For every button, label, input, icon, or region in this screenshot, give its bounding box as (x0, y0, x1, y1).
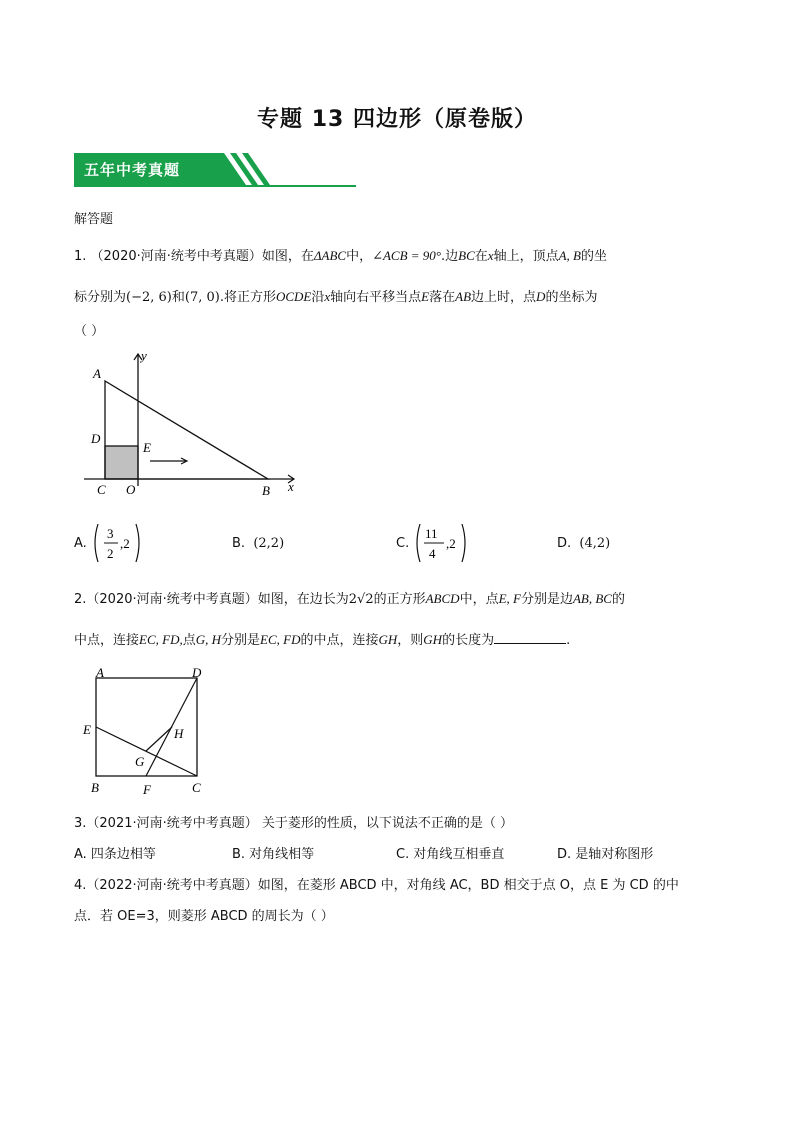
q1-math: (7, 0) (184, 290, 220, 305)
q2-figure (80, 662, 216, 796)
q1-math: ΔABC (313, 248, 347, 263)
q2-label-e: E (83, 722, 91, 737)
q1-option-a-math (90, 520, 144, 566)
q1-option-b (232, 536, 284, 551)
q1-text: 边上时，点 (471, 290, 537, 305)
q2-math: GH (378, 632, 398, 647)
q1-label-a: A (93, 366, 101, 381)
q1-option-a (74, 536, 87, 551)
q2-label-g: G (135, 754, 145, 769)
q1-line-1 (74, 245, 607, 264)
page-title: 专题 13 四边形（原卷版） (257, 107, 537, 132)
q2-math: E, F (498, 591, 521, 606)
q2-line-1 (74, 588, 625, 607)
q1-option-d (557, 536, 610, 551)
q2-text: 的中点，连接 (300, 633, 379, 648)
banner-stripes-icon (216, 153, 326, 187)
q4-line-2: 点．若 OE=3，则菱形 ABCD 的周长为（ ） (74, 909, 334, 924)
q2-math: GH (423, 632, 443, 647)
q1-math: D (536, 289, 546, 304)
section-banner (74, 153, 356, 187)
q2-math: ABCD (425, 591, 460, 606)
q1-label-y: y (141, 348, 147, 363)
q1-text: 轴上，顶点 (493, 249, 559, 264)
q1-label-x: x (288, 479, 294, 494)
option-label: B. (232, 536, 246, 551)
q2-math: G, H (195, 632, 222, 647)
q1-option-c-math (412, 520, 472, 566)
q1-text: 沿 (311, 290, 325, 305)
q2-text: . (566, 633, 571, 648)
q2-label-f: F (143, 782, 151, 796)
q1-text: 轴向右平移当点 (330, 290, 422, 305)
q3-stem: 3.（2021·河南·统考中考真题） 关于菱形的性质，以下说法不正确的是（ ） (74, 816, 514, 831)
q3-option-c: C. 对角线互相垂直 (396, 847, 505, 862)
q1-text: 落在 (429, 290, 456, 305)
q1-math: A, B (558, 248, 581, 263)
q2-text: 的长度为 (442, 633, 495, 648)
q2-math: EC, FD (260, 632, 301, 647)
q2-text: 分别是边 (520, 592, 573, 607)
q3-option-a: A. 四条边相等 (74, 847, 156, 862)
q2-label-b: B (91, 780, 99, 795)
paren-right-icon (462, 524, 465, 562)
q4-line-1: 4.（2022·河南·统考中考真题）如图，在菱形 ABCD 中，对角线 AC，BD 相交于点 O，点 E 为 CD 的中 (74, 878, 679, 893)
q1-option-c (396, 536, 409, 551)
q2-text: 分别是 (221, 633, 261, 648)
q2-text: ，则 (397, 633, 424, 648)
q1-text: 1. （2020·河南·统考中考真题）如图，在 (74, 249, 314, 264)
paren-left-icon (95, 524, 98, 562)
q1-line-2 (74, 286, 597, 305)
q1-text: 的坐标为 (545, 290, 598, 305)
q1-text: 的坐 (580, 249, 607, 264)
option-value: (2,2) (253, 536, 285, 551)
q2-text: 中，点 (459, 592, 499, 607)
q2-line-2 (74, 629, 570, 648)
option-tail: ,2 (446, 536, 456, 551)
q2-label-a: A (96, 665, 104, 680)
option-label: C. (396, 536, 410, 551)
paren-right-icon (136, 524, 139, 562)
q1-text: 和 (171, 290, 185, 305)
q1-label-o: O (126, 482, 136, 497)
q2-text: 点 (182, 633, 196, 648)
q2-segment-gh (146, 727, 172, 751)
q1-text: 中， (346, 249, 373, 264)
q1-label-b: B (262, 483, 270, 498)
q3-option-b: B. 对角线相等 (232, 847, 315, 862)
q1-math: BC (458, 248, 475, 263)
q1-text: 在 (474, 249, 488, 264)
q1-math: x (324, 289, 331, 304)
q2-text: 中点，连接 (74, 633, 140, 648)
banner-underline (74, 185, 356, 187)
q1-text: 标分别为 (74, 290, 127, 305)
q2-math: EC, FD, (139, 632, 183, 647)
banner-text: 五年中考真题 (84, 161, 181, 179)
option-label: A. (74, 536, 87, 551)
q2-math: AB, BC (572, 591, 612, 606)
option-value: (4,2) (579, 536, 611, 551)
fraction-den: 2 (107, 546, 114, 561)
option-tail: ,2 (120, 536, 130, 551)
q2-label-h: H (174, 726, 184, 741)
q2-text: 2.（2020·河南·统考中考真题）如图，在边长为 (74, 592, 349, 607)
option-label: D. (557, 536, 572, 551)
q2-label-d: D (192, 665, 202, 680)
fraction-num: 3 (107, 526, 114, 541)
q2-text: 的 (611, 592, 625, 607)
q1-math: AB (455, 289, 472, 304)
q2-label-c: C (192, 780, 201, 795)
q1-math: ∠ACB = 90° (372, 248, 442, 263)
q1-math: x (487, 248, 494, 263)
q1-math: OCDE (275, 289, 312, 304)
fraction-den: 4 (429, 546, 436, 561)
section-label: 解答题 (74, 212, 114, 227)
q1-text: .边 (441, 249, 459, 264)
q1-label-c: C (97, 482, 106, 497)
q1-label-d: D (91, 431, 101, 446)
answer-blank[interactable] (494, 631, 566, 644)
q1-square (105, 446, 138, 479)
q1-text: .将正方形 (219, 290, 276, 305)
paren-left-icon (417, 524, 420, 562)
q3-option-d: D. 是轴对称图形 (557, 847, 654, 862)
q1-figure (78, 348, 308, 500)
q1-math: (−2, 6) (126, 290, 172, 305)
q1-label-e: E (143, 440, 151, 455)
q2-text: 的正方形 (373, 592, 426, 607)
q1-math: E (421, 289, 430, 304)
fraction-num: 11 (425, 526, 438, 541)
q2-math: 2√2 (348, 592, 374, 607)
q1-answer-bracket: （ ） (74, 324, 105, 339)
